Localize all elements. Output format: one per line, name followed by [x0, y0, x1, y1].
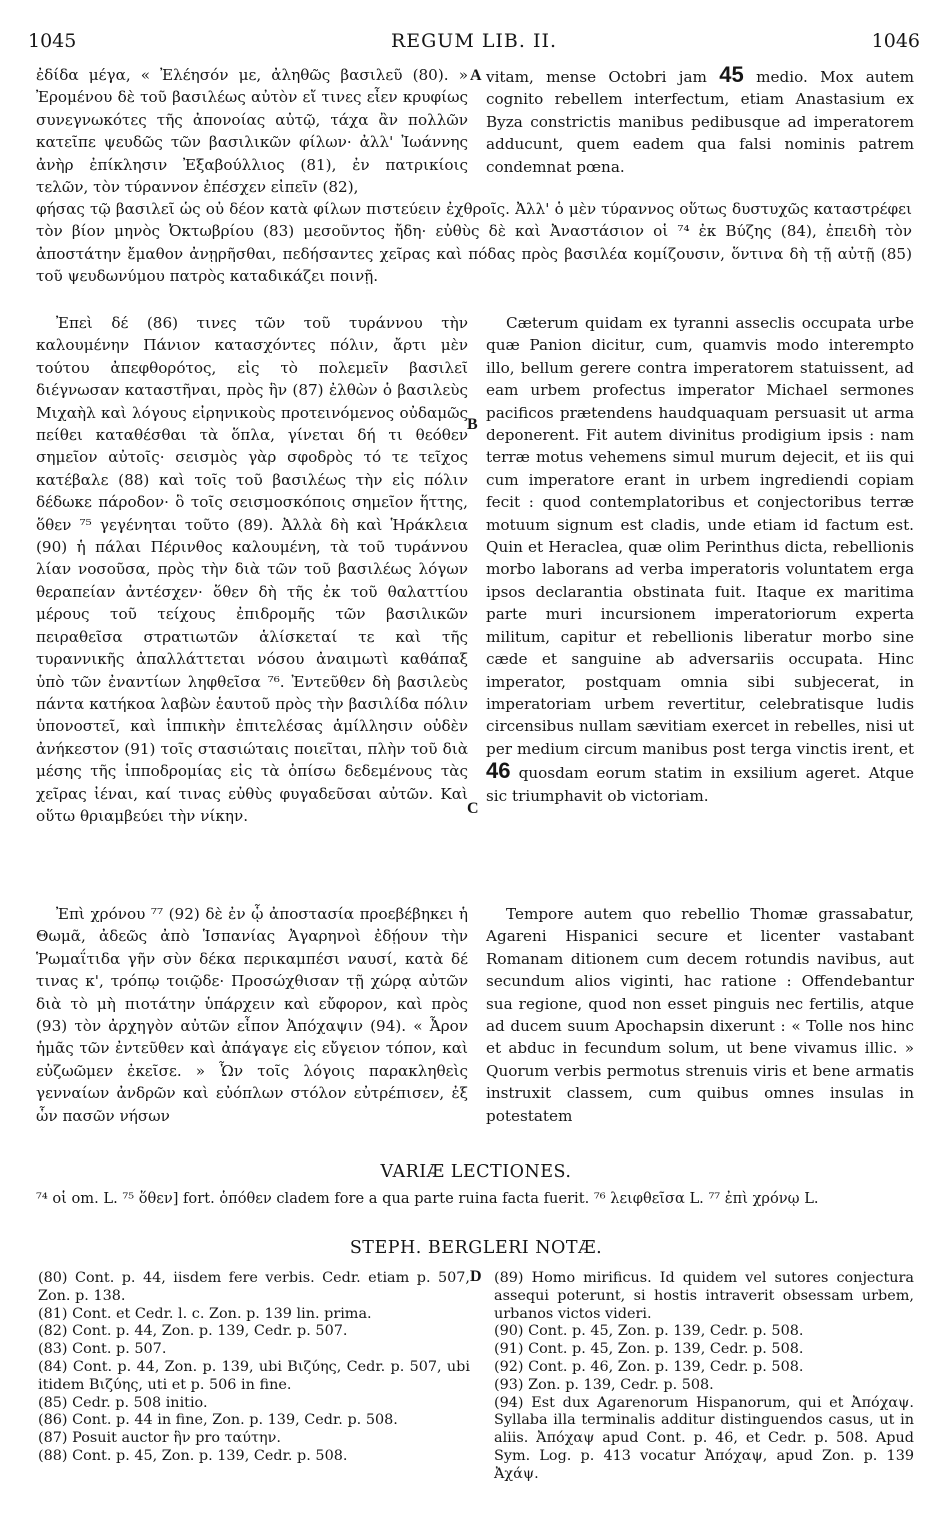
latin-text: vitam, mense Octobri jam: [486, 68, 707, 86]
notes-right-column: [494, 1270, 914, 1484]
note-item: (81) Cont. et Cedr. l. c. Zon. p. 139 lin. prima.: [38, 1305, 372, 1322]
page-number-right: 1046: [871, 30, 920, 52]
latin-column-top: [486, 64, 914, 178]
greek-column-lower: [36, 903, 468, 1127]
latin-paragraph: Tempore autem quo rebellio Thomæ grassabatur, Agareni Hispanici secure et licenter vastabant Romanam ditionem cum decem rotundis navibus, aut secundum alios viginti, hac ratione : Offendebantur sua regione, quod non esset pinguis nec fertilis, atque ad ducem suum Apochapsin dixerunt : « Tolle nos hinc et abduc in fecundum solum, ut bene vivamus illic. » Quorum verbis permotus strenuis viris et bene armatis instruxit classem, cum quibus omnes insulas in potestatem: [486, 905, 914, 1125]
latin-paragraph: [486, 64, 914, 178]
latin-text-continued: medio. Mox autem cognito rebellem interfectum, etiam Anastasium ex Byza constrictis manibus pedibusque ad imperatorem adducunt, quem eadem qua falsi nominis patrem condemnat pœna.: [486, 68, 915, 176]
running-title: REGUM LIB. II.: [390, 30, 558, 52]
margin-letter-c: C: [467, 800, 479, 817]
greek-paragraph: Ἐπεὶ δέ (86) τινες τῶν τοῦ τυράννου τὴν καλουμένην Πάνιον κατασχόντες πόλιν, ἄρτι μὲν τούτου ἀπεφθορότος, εἰς τὸ πολεμεῖν βασιλεῖ διέγνωσαν καταστῆναι, πρὸς ἣν (87) ἐλθὼν ὁ βασιλεὺς Μιχαὴλ καὶ λόγους εἰρηνικοὺς προτεινόμενος οὐδαμῶς πείθει καταθέσθαι τὰ ὅπλα, γίνεται δή τι θεόθεν σημεῖον αὐτοῖς· σεισμὸς γὰρ σφοδρὸς τό τε τεῖχος κατέβαλε (88) καὶ τοῖς τοῦ βασιλέως τὴν εἰς πόλιν δέδωκε πάροδον· ὃ τοῖς σεισμοσκόποις σημεῖον ἥττης, ὅθεν ⁷⁵ γεγένηται τοῦτο (89). Ἀλλὰ δὴ καὶ Ἡράκλεια (90) ἡ πάλαι Πέρινθος καλουμένη, τὰ τοῦ τυράννου λίαν νοσοῦσα, πρὸς τὴν διὰ τῶν τοῦ βασιλέως λόγων θεραπείαν ἀντέσχεν· ὅθεν δὴ τῆς ἐκ τοῦ θαλαττίου μέρους τοῦ τείχους ἐπιδρομῆς τῶν βασιλικῶν πειραθεῖσα στρατιωτῶν ἁλίσκεταί τε καὶ τῆς τυραννικῆς ἀπαλλάττεται νόσου ἀναιμωτὶ καθάπαξ ὑπὸ τῶν ἐναντίων ληφθεῖσα ⁷⁶. Ἐντεῦθεν δὴ βασιλεὺς πάντα κατήκοα λαβὼν ἑαυτοῦ πρὸς τὴν βασιλίδα πόλιν ὑπονοστεῖ, καὶ ἱππικὴν ἐπιτελέσας ἁμίλλησιν οὐδὲν ἀνήκεστον (91) τοῖς στασιώταις ποιεῖται, πλὴν τοῦ διὰ μέσης τῆς ἱπποδρομίας εἰς τὰ ὀπίσω δεδεμένους τὰς χεῖρας ἰέναι, καί τινας εὐθὺς φυγαδεῦσαι αὐτῶν. Καὶ οὕτω θριαμβεύει τὴν νίκην.: [36, 314, 468, 825]
margin-number-46: 46: [486, 758, 511, 784]
note-item: (91) Cont. p. 45, Zon. p. 139, Cedr. p. 508.: [494, 1341, 804, 1358]
latin-paragraph: [486, 312, 914, 807]
note-item: (90) Cont. p. 45, Zon. p. 139, Cedr. p. 508.: [494, 1323, 804, 1340]
note-item: (89) Homo mirificus. Id quidem vel sutores conjectura assequi poterunt, si hostis intraverit obsessam urbem, urbanos victos videri.: [494, 1270, 914, 1322]
margin-number-45: 45: [719, 62, 744, 87]
note-item: (86) Cont. p. 44 in fine, Zon. p. 139, Cedr. p. 508.: [38, 1412, 398, 1429]
note-item: (94) Est dux Agarenorum Hispanorum, qui et Ἀπόχαψ. Syllaba illa terminalis additur distinguendos casus, ut in aliis. Ἀπόχαψ apud Cont. p. 46, et Cedr. p. 508. Apud Sym. Log. p. 413 vocatur Ἀπόχαψ, apud Zon. p. 139 Ἀχάψ.: [494, 1394, 914, 1482]
latin-text-continued: quosdam eorum statim in exsilium ageret. Atque sic triumphavit ob victoriam.: [486, 764, 915, 805]
note-item: (93) Zon. p. 139, Cedr. p. 508.: [494, 1376, 714, 1393]
note-item: (82) Cont. p. 44, Zon. p. 139, Cedr. p. 507.: [38, 1323, 348, 1340]
greek-paragraph: Ἐπὶ χρόνου ⁷⁷ (92) δὲ ἐν ᾧ ἀποστασία προεβέβηκει ἡ Θωμᾶ, ἀδεῶς ἀπὸ Ἱσπανίας Ἀγαρηνοὶ ἐδῄουν τὴν Ῥωμαΐτιδα γῆν σὺν δέκα περικαμπέσι ναυσί, κατὰ δέ τινας κ', τρόπῳ τοιῷδε· Προσώχθισαν τῇ χώρᾳ αὐτῶν διὰ τὸ μὴ πιοτάτην ὑπάρχειν καὶ εὔφορον, καὶ πρὸς (93) τὸν ἀρχηγὸν αὐτῶν εἶπον Ἀπόχαψιν (94). « Ἆρον ἡμᾶς τῶν ἐντεῦθεν καὶ ἀπάγαγε εἰς εὔγειον τόπον, καὶ εὐζωῶμεν ἐκεῖσε. » Ὧν τοῖς λόγοις παρακληθεὶς γενναίων ἀνδρῶν καὶ εὐόπλων στόλον εὐτρέπισεν, ἐξ ὧν πασῶν νήσων: [36, 905, 468, 1125]
note-item: (92) Cont. p. 46, Zon. p. 139, Cedr. p. 508.: [494, 1358, 804, 1375]
note-item: (80) Cont. p. 44, iisdem fere verbis. Cedr. etiam p. 507, Zon. p. 138.: [38, 1270, 470, 1304]
note-item: (84) Cont. p. 44, Zon. p. 139, ubi Βιζύης, Cedr. p. 507, ubi itidem Βιζύης, uti et p. 506 in fine.: [38, 1358, 470, 1393]
notes-heading: STEPH. BERGLERI NOTÆ.: [349, 1238, 603, 1258]
margin-letter-d: D: [470, 1268, 482, 1285]
margin-letter-b: B: [467, 416, 478, 433]
greek-full-width: [36, 198, 912, 288]
note-item: (83) Cont. p. 507.: [38, 1341, 167, 1358]
note-item: (85) Cedr. p. 508 initio.: [38, 1394, 208, 1411]
greek-paragraph-full: φήσας τῷ βασιλεῖ ὡς οὐ δέον κατὰ φίλων πιστεύειν ἐχθροῖς. Ἀλλ' ὁ μὲν τύραννος οὕτως δυστυχῶς καταστρέφει τὸν βίον μηνὸς Ὀκτωβρίου (83) μεσοῦντος ἤδη· εὐθὺς δὲ καὶ Ἀναστάσιον οἱ ⁷⁴ ἐκ Βύζης (84), ἐπειδὴ τὸν ἀποστάτην ἔμαθον ἀνῃρῆσθαι, πεδήσαντες χεῖρας καὶ πόδας πρὸς βασιλέα κομίζουσιν, ὅντινα δὴ τῇ αὐτῇ (85) τοῦ ψευδωνύμου πατρὸς καταδικάζει ποινῇ.: [36, 200, 912, 286]
greek-column-middle: [36, 312, 468, 827]
greek-column-top: [36, 64, 468, 198]
latin-column-middle: [486, 312, 914, 807]
page-number-left: 1045: [28, 30, 77, 52]
note-item: (88) Cont. p. 45, Zon. p. 139, Cedr. p. 508.: [38, 1447, 348, 1464]
latin-column-lower: [486, 903, 914, 1127]
variae-lectiones-text: ⁷⁴ οἱ om. L. ⁷⁵ ὅθεν] fort. ὁπόθεν cladem fore a qua parte ruina facta fuerit. ⁷⁶ λειφθεῖσα L. ⁷⁷ ἐπὶ χρόνῳ L.: [36, 1190, 819, 1207]
note-item: (87) Posuit auctor ἣν pro ταύτην.: [38, 1430, 281, 1447]
page-header: [28, 30, 920, 54]
notes-left-column: [38, 1270, 470, 1466]
latin-text: Cæterum quidam ex tyranni asseclis occupata urbe quæ Panion dicitur, cum, quamvis modo interempto illo, bellum gerere contra imperatorem statuissent, ad eam urbem profectus imperator Michael sermones pacificos prætendens haudquaquam persuasit ut arma deponerent. Fit autem divinitus prodigium ipsis : nam terræ motus vehemens simul murum dejecit, et iis qui cum imperatore erant in urbem ingrediendi copiam fecit : quod contemplatoribus et conjectoribus terræ motuum signum est cladis, unde etiam id factum est. Quin et Heraclea, quæ olim Perinthus dicta, rebellionis morbo laborans ad verba imperatoris voluntatem erga ipsos declarantia obstinata fuit. Itaque ex maritima parte muri incursionem imperatoriorum experta militum, capitur et rebellionis liberatur morbo sine cæde et sanguine ab adversariis occupata. Hinc imperator, postquam omnia sibi subjecerat, in imperatoriam urbem revertitur, celebratisque ludis circensibus nullam sævitiam exercet in rebelles, nisi ut per medium circum manibus post terga vinctis irent, et: [486, 314, 914, 758]
greek-paragraph: ἐδίδα μέγα, « Ἐλέησόν με, ἀληθῶς βασιλεῦ (80). » Ἐρομένου δὲ τοῦ βασιλέως αὐτὸν εἴ τινες εἶεν κρυφίως συνεγνωκότες τῆς ἀπονοίας αὐτῷ, τάχα ἂν πολλῶν κατεῖπε ψευδῶς τῶν βασιλικῶν φίλων· ἀλλ' Ἰωάννης ἀνὴρ ἐπίκλησιν Ἐξαβούλλιος (81), ἐν πατρικίοις τελῶν, τὸν τύραννον ἐπέσχεν εἰπεῖν (82),: [36, 66, 468, 197]
variae-lectiones-heading: VARIÆ LECTIONES.: [380, 1162, 572, 1182]
margin-letter-a: A: [470, 67, 482, 84]
